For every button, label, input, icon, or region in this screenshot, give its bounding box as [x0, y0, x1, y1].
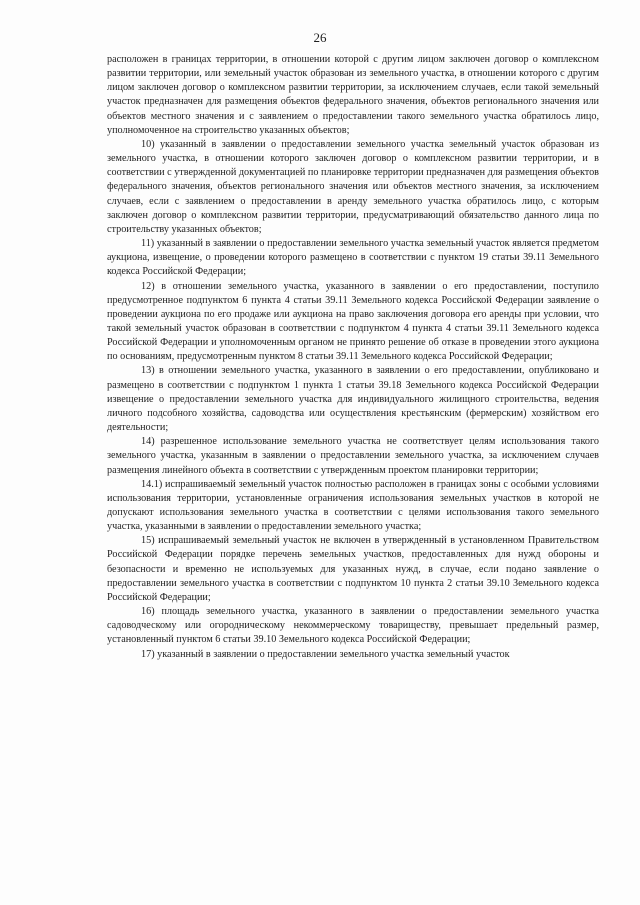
paragraph-item-14-1: 14.1) испрашиваемый земельный участок полностью расположен в границах зоны с особыми условиями использования территории, установленные ограничения использования земельных участков в которой не допускают использования земельного участка в соответствии с целями использования такого земельного участка, указанными в заявлении о предоставлении земельного участка;	[107, 478, 599, 533]
paragraph-item-16: 16) площадь земельного участка, указанного в заявлении о предоставлении земельного участка садоводческому или огородническому некоммерческому товариществу, превышает предельный размер, установленный пунктом 6 статьи 39.10 Земельного кодекса Российской Федерации;	[107, 606, 599, 646]
paragraph-item-14: 14) разрешенное использование земельного участка не соответствует целям использования такого земельного участка, указанным в заявлении о предоставлении земельного участка, за исключением случаев размещения линейного объекта в соответствии с утвержденным проектом планировки территории;	[107, 436, 599, 476]
paragraph-item-17: 17) указанный в заявлении о предоставлении земельного участка земельный участок	[141, 648, 510, 660]
paragraph-item-15: 15) испрашиваемый земельный участок не включен в утвержденный в установленном Правительством Российской Федерации порядке перечень земельных участков, предоставленных для нужд обороны и безопасности и временно не используемых для указанных нужд, в случае, если подано заявление о предоставлении земельного участка в соответствии с подпунктом 10 пункта 2 статьи 39.10 Земельного кодекса Российской Федерации;	[107, 535, 599, 603]
paragraph-item-10: 10) указанный в заявлении о предоставлении земельного участка земельный участок образован из земельного участка, в отношении которого заключен договор о комплексном развитии территории, и в соответствии с утвержденной документацией по планировке территории предназначен для размещения объектов федерального значения, объектов регионального значения или объектов местного значения, за исключением случаев, если с заявлением о предоставлении в аренду земельного участка обратилось лицо, с которым заключен договор о комплексном развитии территории, предусматривающий обязательство данного лица по строительству указанных объектов;	[107, 138, 599, 235]
document-body	[107, 53, 599, 662]
paragraph-continuation: расположен в границах территории, в отношении которой с другим лицом заключен договор о комплексном развитии территории, или земельный участок образован из земельного участка, в отношении которого с другим лицом заключен договор о комплексном развитии территории, за исключением случаев, если такой земельный участок предназначен для размещения объектов федерального значения, объектов регионального значения или объектов местного значения и с заявлением о предоставлении такого земельного участка обратилось лицо, уполномоченное на строительство указанных объектов;	[107, 54, 599, 136]
page-number: 26	[313, 30, 327, 45]
paragraph-item-12: 12) в отношении земельного участка, указанного в заявлении о его предоставлении, поступило предусмотренное подпунктом 6 пункта 4 статьи 39.11 Земельного кодекса Российской Федерации заявление о проведении аукциона по его продаже или аукциона на право заключения договора его аренды при условии, что такой земельный участок образован в соответствии с подпунктом 4 пункта 4 статьи 39.11 Земельного кодекса Российской Федерации и уполномоченным органом не принято решение об отказе в проведении этого аукциона по основаниям, предусмотренным пунктом 8 статьи 39.11 Земельного кодекса Российской Федерации;	[107, 280, 599, 363]
paragraph-item-13: 13) в отношении земельного участка, указанного в заявлении о его предоставлении, опубликовано и размещено в соответствии с подпунктом 1 пункта 1 статьи 39.18 Земельного кодекса Российской Федерации извещение о предоставлении земельного участка для индивидуального жилищного строительства, ведения личного подсобного хозяйства, садоводства или осуществления крестьянским (фермерским) хозяйством его деятельности;	[107, 365, 599, 434]
paragraph-item-11: 11) указанный в заявлении о предоставлении земельного участка земельный участок является предметом аукциона, извещение, о проведении которого размещено в соответствии с пунктом 19 статьи 39.11 Земельного кодекса Российской Федерации;	[107, 238, 599, 278]
